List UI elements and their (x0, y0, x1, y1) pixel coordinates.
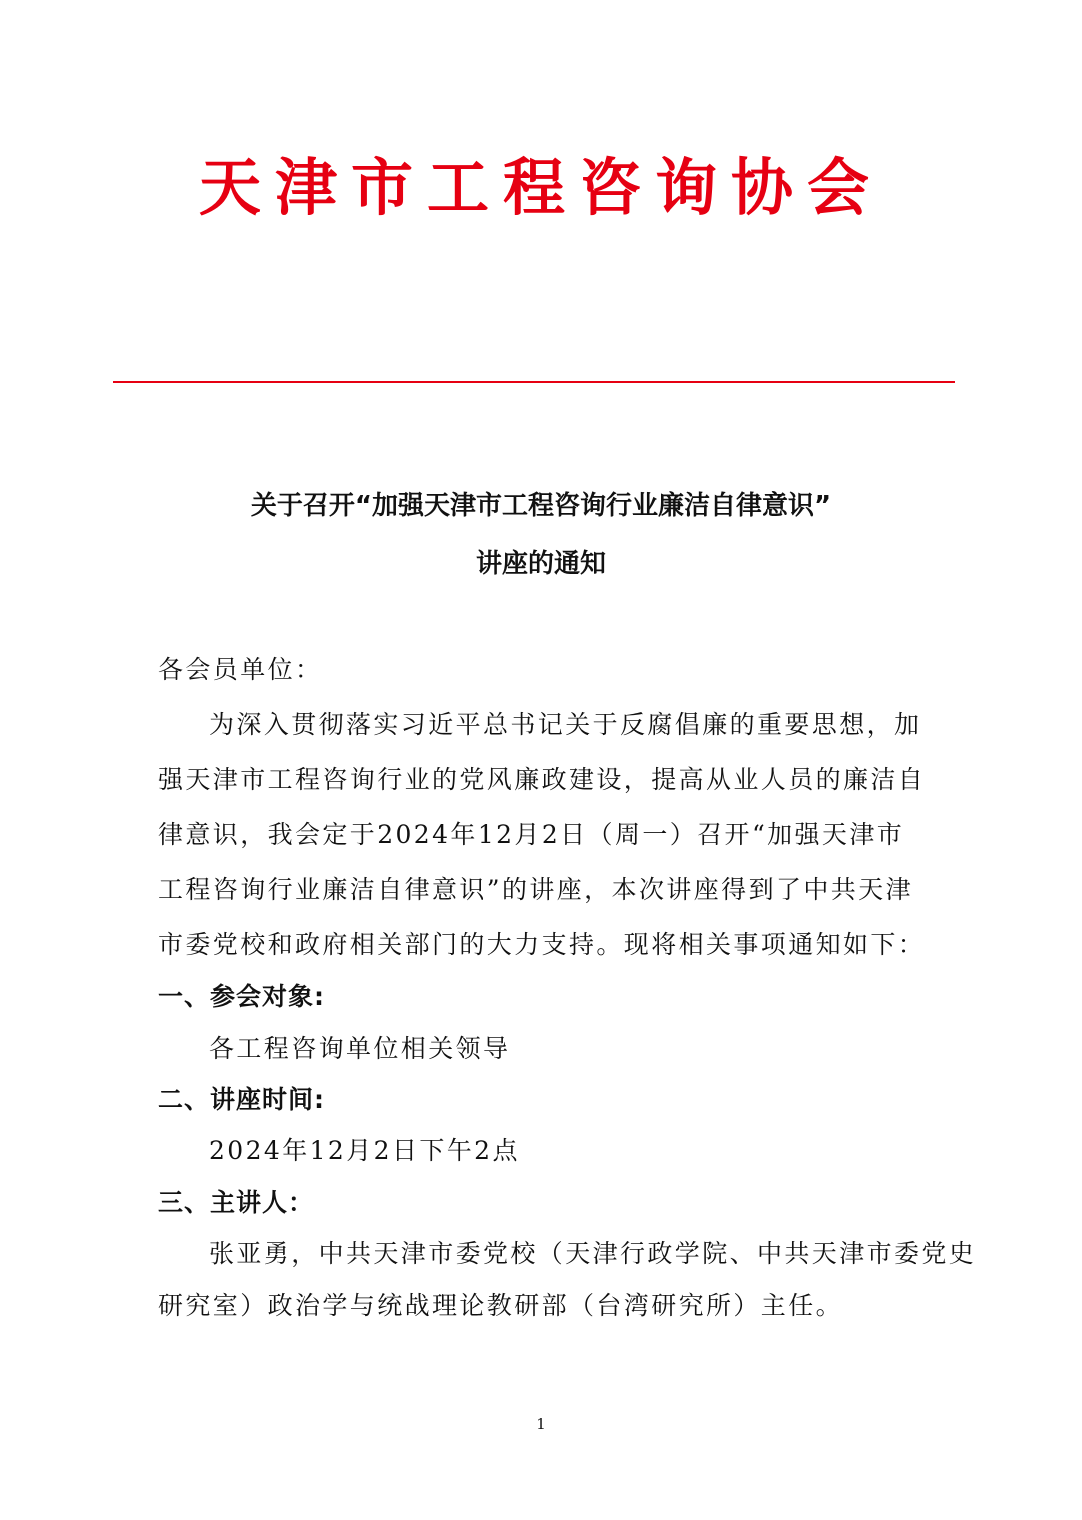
intro-line: 工程咨询行业廉洁自律意识”的讲座，本次讲座得到了中共天津 (158, 875, 913, 904)
section-heading-time: 二、讲座时间: (158, 1085, 325, 1114)
section-text-speaker: 研究室）政治学与统战理论教研部（台湾研究所）主任。 (158, 1291, 844, 1320)
section-text-attendees: 各工程咨询单位相关领导 (209, 1034, 511, 1063)
section-heading-attendees: 一、参会对象: (158, 982, 325, 1011)
organization-name: 天津市工程咨询协会 (198, 151, 883, 224)
title-line-1: 关于召开“加强天津市工程咨询行业廉洁自律意识” (250, 491, 832, 521)
section-text-time: 2024年12月2日下午2点 (209, 1136, 520, 1165)
intro-line: 市委党校和政府相关部门的大力支持。现将相关事项通知如下： (158, 930, 926, 959)
intro-line: 为深入贯彻落实习近平总书记关于反腐倡廉的重要思想，加 (209, 710, 922, 739)
section-text-speaker: 张亚勇，中共天津市委党校（天津行政学院、中共天津市委党史 (209, 1239, 977, 1268)
title-line-2: 讲座的通知 (475, 549, 606, 579)
page-number: 1 (536, 1415, 546, 1433)
salutation: 各会员单位： (158, 655, 323, 684)
red-divider-line (113, 381, 955, 383)
intro-line: 律意识，我会定于2024年12月2日（周一）召开“加强天津市 (158, 820, 905, 849)
intro-line: 强天津市工程咨询行业的党风廉政建设，提高从业人员的廉洁自 (158, 765, 926, 794)
section-heading-speaker: 三、主讲人： (158, 1188, 315, 1217)
